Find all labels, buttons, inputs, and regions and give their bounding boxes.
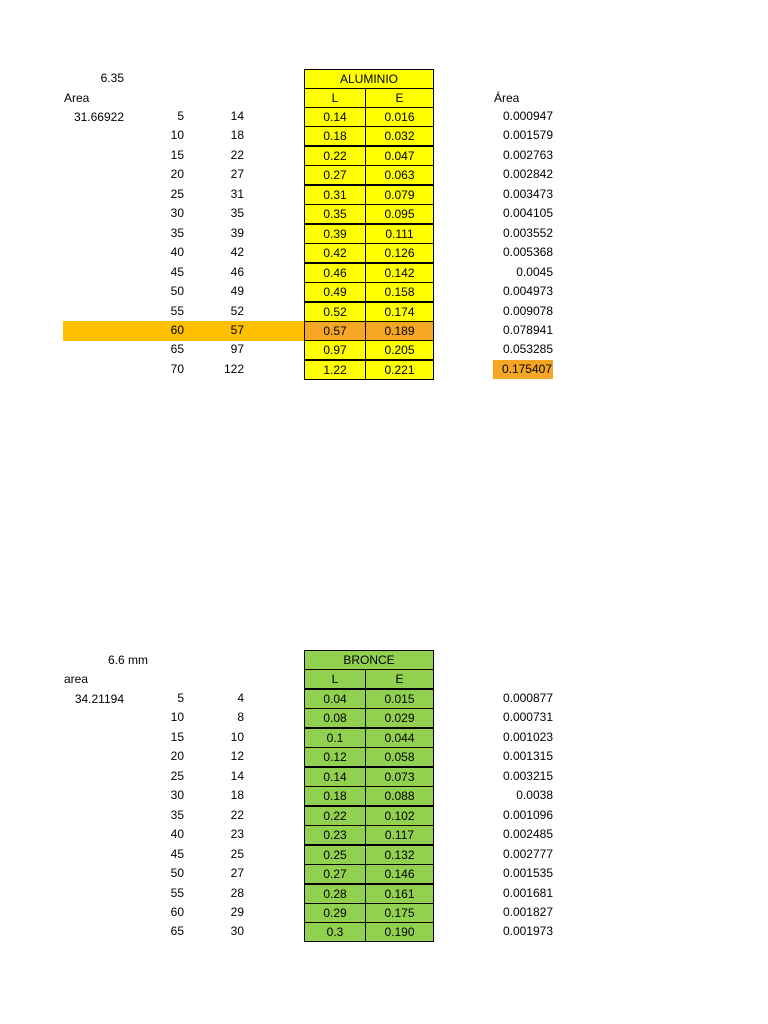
l-cell: 0.27: [304, 864, 366, 884]
load-cell: 35: [170, 225, 184, 240]
e-cell: 0.063: [365, 165, 434, 185]
e-cell: 0.205: [365, 340, 434, 360]
e-cell: 0.190: [365, 922, 434, 942]
load-cell: 5: [177, 691, 184, 705]
l-cell: 0.97: [304, 340, 366, 360]
reading-cell: 49: [230, 284, 244, 299]
load-cell: 60: [170, 322, 184, 337]
reading-cell: 25: [230, 846, 244, 861]
l-cell: 0.27: [304, 165, 366, 185]
reading-cell: 35: [230, 206, 244, 221]
e-cell: 0.146: [365, 864, 434, 884]
area-cell: 0.0038: [516, 788, 553, 803]
load-cell: 45: [170, 846, 184, 861]
bronce-col-e-header: E: [365, 669, 434, 689]
reading-cell: 57: [230, 322, 244, 337]
area-cell: 0.001023: [502, 729, 553, 744]
e-cell: 0.079: [365, 185, 434, 205]
e-cell: 0.095: [365, 204, 434, 224]
e-cell: 0.189: [365, 321, 434, 341]
reading-cell: 18: [230, 788, 244, 803]
e-cell: 0.142: [365, 263, 434, 283]
reading-cell: 10: [230, 729, 244, 744]
reading-cell: 30: [230, 924, 244, 939]
area-cell: 0.004973: [502, 284, 553, 299]
reading-cell: 42: [230, 245, 244, 260]
bronce-diameter: 6.6 mm: [107, 653, 148, 667]
area-cell: 0.175407: [493, 360, 553, 379]
e-cell: 0.102: [365, 806, 434, 826]
load-cell: 25: [170, 768, 184, 783]
load-cell: 10: [170, 710, 184, 725]
l-cell: 0.22: [304, 146, 366, 166]
l-cell: 0.04: [304, 689, 366, 709]
l-cell: 0.39: [304, 224, 366, 244]
l-cell: 0.42: [304, 243, 366, 263]
reading-cell: 22: [230, 807, 244, 822]
area-cell: 0.005368: [502, 245, 553, 260]
load-cell: 40: [170, 827, 184, 842]
load-cell: 55: [170, 303, 184, 318]
area-cell: 0.001681: [502, 885, 553, 900]
load-cell: 20: [170, 167, 184, 182]
area-cell: 0.002842: [502, 167, 553, 182]
e-cell: 0.221: [365, 360, 434, 380]
e-cell: 0.047: [365, 146, 434, 166]
l-cell: 0.22: [304, 806, 366, 826]
e-cell: 0.015: [365, 689, 434, 709]
area-cell: 0.000731: [502, 710, 553, 725]
e-cell: 0.044: [365, 728, 434, 748]
load-cell: 5: [177, 109, 184, 123]
l-cell: 0.23: [304, 825, 366, 845]
e-cell: 0.158: [365, 282, 434, 302]
l-cell: 0.18: [304, 126, 366, 146]
bronce-table-title: BRONCE: [304, 650, 434, 670]
reading-cell: 23: [230, 827, 244, 842]
bronce-area-value: 34.21194: [74, 692, 124, 706]
e-cell: 0.088: [365, 786, 434, 806]
l-cell: 0.57: [304, 321, 366, 341]
load-cell: 10: [170, 128, 184, 143]
reading-cell: 22: [230, 147, 244, 162]
reading-cell: 14: [230, 768, 244, 783]
e-cell: 0.058: [365, 747, 434, 767]
load-cell: 65: [170, 342, 184, 357]
load-cell: 50: [170, 284, 184, 299]
l-cell: 0.14: [304, 107, 366, 127]
e-cell: 0.117: [365, 825, 434, 845]
area-cell: 0.001096: [502, 807, 553, 822]
load-cell: 55: [170, 885, 184, 900]
e-cell: 0.073: [365, 767, 434, 787]
aluminio-right-area-header: Área: [494, 91, 520, 105]
reading-cell: 18: [230, 128, 244, 143]
e-cell: 0.029: [365, 708, 434, 728]
reading-cell: 14: [230, 109, 244, 123]
l-cell: 0.12: [304, 747, 366, 767]
e-cell: 0.032: [365, 126, 434, 146]
area-cell: 0.003552: [502, 225, 553, 240]
aluminio-table-title: ALUMINIO: [304, 69, 434, 89]
e-cell: 0.111: [365, 224, 434, 244]
bronce-col-l-header: L: [304, 669, 366, 689]
load-cell: 15: [170, 729, 184, 744]
reading-cell: 39: [230, 225, 244, 240]
area-cell: 0.000947: [502, 109, 553, 123]
l-cell: 0.31: [304, 185, 366, 205]
aluminio-col-l-header: L: [304, 88, 366, 108]
area-cell: 0.004105: [502, 206, 553, 221]
load-cell: 60: [170, 904, 184, 919]
area-cell: 0.078941: [502, 322, 553, 337]
reading-cell: 46: [230, 264, 244, 279]
area-cell: 0.002763: [502, 147, 553, 162]
load-cell: 35: [170, 807, 184, 822]
bronce-area-label: area: [64, 672, 89, 686]
area-cell: 0.001579: [502, 128, 553, 143]
l-cell: 0.28: [304, 884, 366, 904]
aluminio-diameter: 6.35: [100, 71, 124, 85]
load-cell: 25: [170, 186, 184, 201]
load-cell: 45: [170, 264, 184, 279]
reading-cell: 12: [230, 749, 244, 764]
aluminio-area-value: 31.66922: [73, 110, 124, 124]
reading-cell: 52: [230, 303, 244, 318]
area-cell: 0.002777: [502, 846, 553, 861]
l-cell: 0.35: [304, 204, 366, 224]
e-cell: 0.132: [365, 845, 434, 865]
area-cell: 0.002485: [502, 827, 553, 842]
l-cell: 0.08: [304, 708, 366, 728]
area-cell: 0.001973: [502, 924, 553, 939]
area-cell: 0.009078: [502, 303, 553, 318]
area-cell: 0.001315: [502, 749, 553, 764]
reading-cell: 27: [230, 167, 244, 182]
l-cell: 1.22: [304, 360, 366, 380]
reading-cell: 8: [237, 710, 244, 725]
area-cell: 0.053285: [502, 342, 553, 357]
l-cell: 0.25: [304, 845, 366, 865]
reading-cell: 31: [230, 186, 244, 201]
load-cell: 30: [170, 788, 184, 803]
e-cell: 0.175: [365, 903, 434, 923]
highlight-row-band: [63, 321, 305, 341]
l-cell: 0.1: [304, 728, 366, 748]
load-cell: 65: [170, 924, 184, 939]
reading-cell: 97: [230, 342, 244, 357]
area-cell: 0.001535: [502, 866, 553, 881]
reading-cell: 28: [230, 885, 244, 900]
e-cell: 0.016: [365, 107, 434, 127]
area-cell: 0.000877: [502, 691, 553, 705]
l-cell: 0.49: [304, 282, 366, 302]
load-cell: 15: [170, 147, 184, 162]
l-cell: 0.29: [304, 903, 366, 923]
aluminio-area-label: Area: [64, 91, 90, 105]
load-cell: 50: [170, 866, 184, 881]
l-cell: 0.18: [304, 786, 366, 806]
load-cell: 40: [170, 245, 184, 260]
reading-cell: 27: [230, 866, 244, 881]
area-cell: 0.001827: [502, 904, 553, 919]
load-cell: 30: [170, 206, 184, 221]
area-cell: 0.003473: [502, 186, 553, 201]
e-cell: 0.174: [365, 302, 434, 322]
area-cell: 0.0045: [516, 264, 553, 279]
reading-cell: 29: [230, 904, 244, 919]
e-cell: 0.126: [365, 243, 434, 263]
load-cell: 20: [170, 749, 184, 764]
e-cell: 0.161: [365, 884, 434, 904]
load-cell: 70: [170, 361, 184, 376]
aluminio-col-e-header: E: [365, 88, 434, 108]
reading-cell: 122: [223, 361, 244, 376]
area-cell: 0.003215: [502, 768, 553, 783]
l-cell: 0.3: [304, 922, 366, 942]
reading-cell: 4: [237, 691, 244, 705]
l-cell: 0.46: [304, 263, 366, 283]
l-cell: 0.14: [304, 767, 366, 787]
l-cell: 0.52: [304, 302, 366, 322]
